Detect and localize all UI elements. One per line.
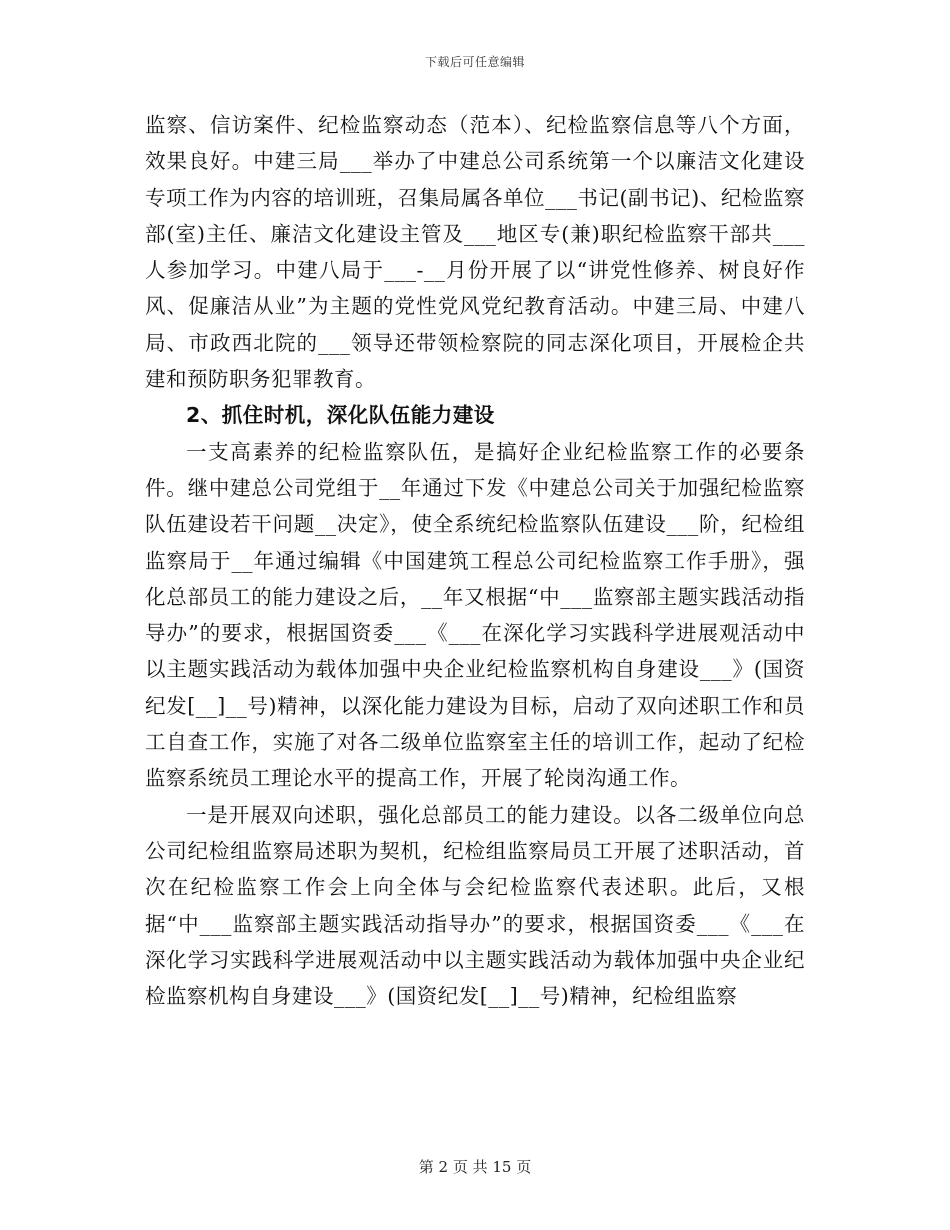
paragraph-dual-reporting: 一是开展双向述职，强化总部员工的能力建设。以各二级单位向总公司纪检组监察局述职为契机，纪检组监察局员工开展了述职活动，首次在纪检监察工作会上向全体与会纪检监察代表述职。此后，又根据“中___监察部主题实践活动指导办”的要求，根据国资委___《___在深化学习实践科学进展观活动中以主题实践活动为载体加强中央企业纪检监察机构自身建设___》(国资纪发[__]__号)精神，纪检组监察: [145, 802, 805, 1009]
page-number: 第 2 页 共 15 页: [418, 1158, 532, 1176]
paragraph-team-building: 一支高素养的纪检监察队伍，是搞好企业纪检监察工作的必要条件。继中建总公司党组于__年通过下发《中建总公司关于加强纪检监察队伍建设若干问题__决定》，使全系统纪检监察队伍建设___阶，纪检组监察局于__年通过编辑《中国建筑工程总公司纪检监察工作手册》，强化总部员工的能力建设之后，__年又根据“中___监察部主题实践活动指导办”的要求，根据国资委___《___在深化学习实践科学进展观活动中以主题实践活动为载体加强中央企业纪检监察机构自身建设___》(国资纪发[__]__号)精神，以深化能力建设为目标，启动了双向述职工作和员工自查工作，实施了对各二级单位监察室主任的培训工作，起动了纪检监察系统员工理论水平的提高工作，开展了轮岗沟通工作。: [145, 439, 805, 791]
page-header: 下载后可任意编辑: [424, 55, 525, 69]
section-heading: 2、抓住时机，深化队伍能力建设: [186, 403, 495, 428]
document-body: [145, 107, 805, 1014]
paragraph-continued: 监察、信访案件、纪检监察动态（范本）、纪检监察信息等八个方面，效果良好。中建三局___举办了中建总公司系统第一个以廉洁文化建设专项工作为内容的培训班，召集局属各单位___书记(副书记)、纪检监察部(室)主任、廉洁文化建设主管及___地区专(兼)职纪检监察干部共___人参加学习。中建八局于___-__月份开展了以“讲党性修养、树良好作风、促廉洁从业”为主题的党性党风党纪教育活动。中建三局、中建八局、市政西北院的___领导还带领检察院的同志深化项目，开展检企共建和预防职务犯罪教育。: [145, 113, 805, 392]
